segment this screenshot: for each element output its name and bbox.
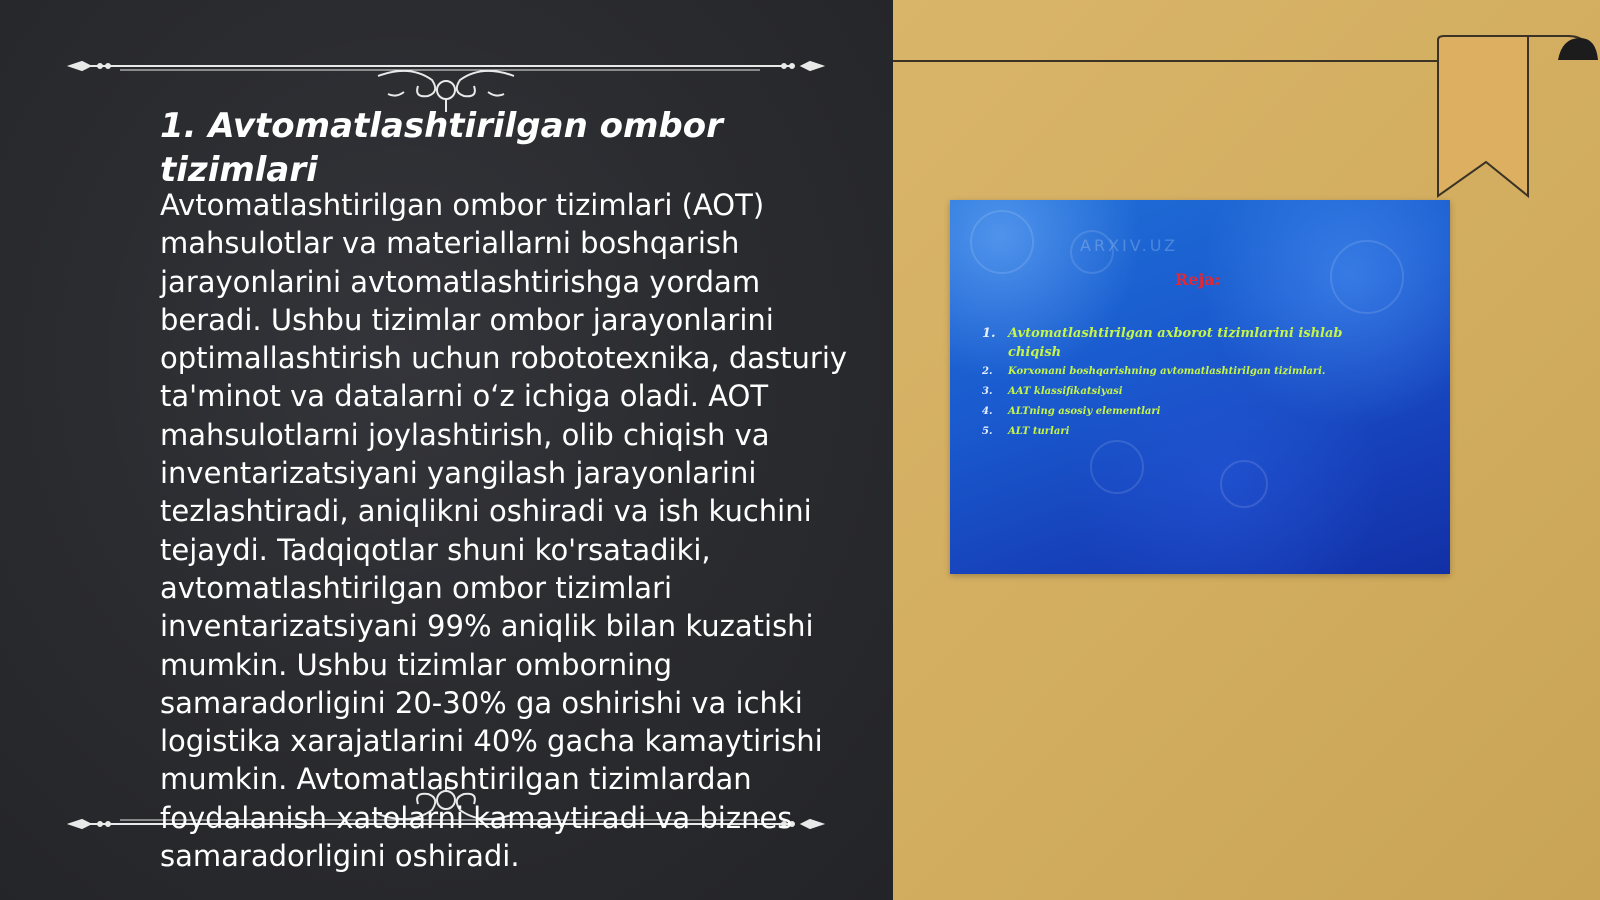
picture-list-number: 1. xyxy=(982,326,996,341)
picture-list-text: AAT klassifikatsiyasi xyxy=(1008,386,1123,397)
right-divider-line xyxy=(893,60,1438,62)
picture-bubble xyxy=(1090,440,1144,494)
picture-list-number: 2. xyxy=(982,366,993,377)
bookmark-ribbon-icon xyxy=(1430,30,1600,200)
picture-list-number: 4. xyxy=(982,406,993,417)
picture-bubble xyxy=(970,210,1034,274)
picture-list-text: ALT turlari xyxy=(1008,426,1070,437)
slide-body-text: Avtomatlashtirilgan ombor tizimlari (AOT) mahsulotlar va materiallarni boshqarish jarayonlarini avtomatlashtirishga yordam beradi. Ushbu tizimlar ombor jarayonlarini optimallashtirish uchun robototexnika, dasturiy ta'minot va datalarni o‘z ichiga oladi. AOT mahsulotlarni joylashtirish, olib chiqish va inventarizatsiyani yangilash jarayonlarini tezlashtiradi, aniqlikni oshiradi va ish kuchini tejaydi. Tadqiqotlar shuni ko'rsatadiki, avtomatlashtirilgan ombor tizimlari inventarizatsiyani 99% aniqlik bilan kuzatishi mumkin. Ushbu tizimlar omborning samaradorligini 20-30% ga oshirishi va ichki logistika xarajatlarini 40% gacha kamaytirishi mumkin. Avtomatlashtirilgan tizimlardan foydalanish xatolarni kamaytiradi va biznes samaradorligini oshiradi. xyxy=(160,188,848,874)
picture-list-text: Avtomatlashtirilgan axborot tizimlarini ishlab chiqish xyxy=(1008,326,1343,360)
picture-list-number: 3. xyxy=(982,386,993,397)
picture-list-text: Korxonani boshqarishning avtomatlashtirilgan tizimlari. xyxy=(1008,366,1326,377)
picture-heading: Reja: xyxy=(1175,270,1221,289)
picture-list-item xyxy=(982,324,1362,362)
picture-list-item xyxy=(982,385,1362,399)
slide-title: 1. Avtomatlashtirilgan ombor tizimlari xyxy=(160,106,723,190)
picture-list-item xyxy=(982,425,1362,439)
picture-list-text: ALTning asosiy elementlari xyxy=(1008,406,1161,417)
picture-bubble xyxy=(1330,240,1404,314)
picture-bubble xyxy=(1220,460,1268,508)
picture-list-item xyxy=(982,405,1362,419)
slide-picture xyxy=(950,200,1450,574)
picture-list xyxy=(982,324,1362,445)
picture-list-item xyxy=(982,365,1362,379)
picture-list-number: 5. xyxy=(982,426,993,437)
picture-watermark: ARXIV.UZ xyxy=(1080,236,1179,255)
